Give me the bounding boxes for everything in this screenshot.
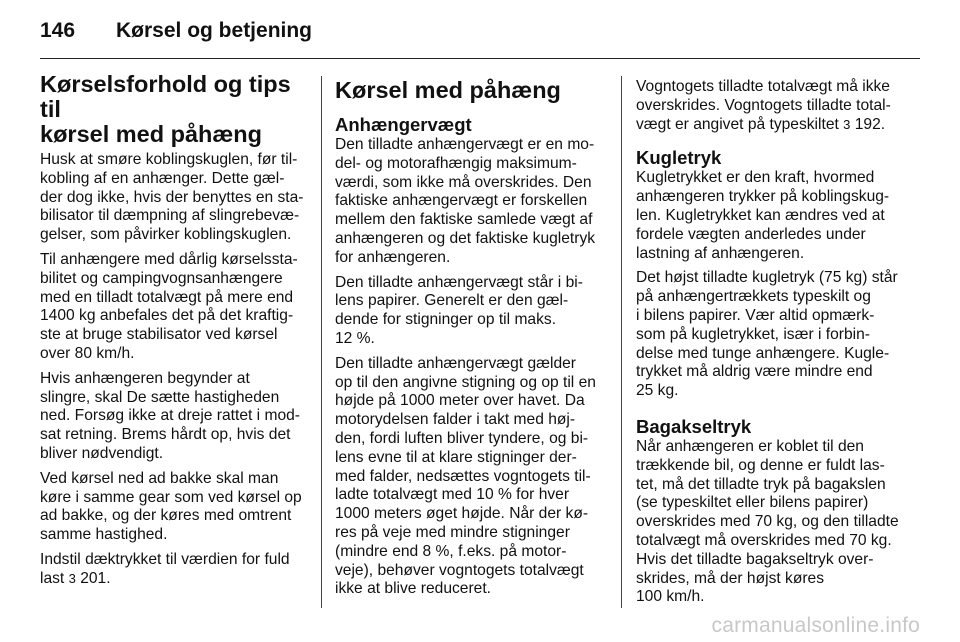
- paragraph: Det højst tilladte kugletryk (75 kg) står på anhængertrækkets typeskilt og i bilens papirer. Vær altid opmærk- som på kugletrykket, især i forbin- delse med tunge anhængere. Kugle- trykket må aldrig være mindre end 25 kg.: [636, 269, 898, 400]
- paragraph-text: Indstil dæktrykket til værdien for fuld last: [40, 550, 290, 587]
- paragraph: Ved kørsel ned ad bakke skal man køre i samme gear som ved kørsel op ad bakke, og der køres med omtrent samme hastighed.: [40, 469, 302, 544]
- paragraph-text: Vogntogets tilladte totalvægt må ikke overskrides. Vogntogets tilladte total- vægt er angivet på typeskiltet: [636, 78, 891, 133]
- reference-arrow-icon: 3: [68, 570, 76, 586]
- page-reference-link[interactable]: 201.: [80, 569, 111, 587]
- chapter-title: Kørsel og betjening: [116, 19, 313, 42]
- page-number: 146: [40, 19, 76, 42]
- reference-arrow-icon: 3: [843, 116, 851, 132]
- column-2: [335, 72, 610, 605]
- subheading-ball-pressure: Kugletryk: [636, 147, 722, 169]
- column-divider-1: [321, 76, 322, 608]
- header-divider: [40, 58, 920, 59]
- paragraph: Kugletrykket er den kraft, hvormed anhængeren trykker på koblingskug- len. Kugletrykket kan ændres ved at fordele vægten anderledes under lastning af anhængeren.: [636, 169, 890, 262]
- paragraph-total-weight: [636, 78, 912, 134]
- section-heading-driving-tips: Kørselsforhold og tips til kørsel med påhæng: [40, 71, 291, 147]
- paragraph-tyre-pressure: [40, 551, 312, 589]
- section-heading-trailer-driving: Kørsel med påhæng: [335, 77, 561, 103]
- paragraph: Til anhængere med dårlig kørselssta- bilitet og campingvognsanhængere med en tilladt totalvægt på mere end 1400 kg anbefales det på det kraftig- ste at bruge stabilisator ved kørsel over 80 km/h.: [40, 250, 298, 362]
- page-reference-link[interactable]: 192.: [854, 115, 886, 133]
- subheading-trailer-weight: Anhængervægt: [335, 114, 472, 135]
- paragraph: Husk at smøre koblingskuglen, før til- kobling af en anhænger. Dette gæl- der dog ikke, hvis der benyttes en sta- bilisator til dæmpning af slingrebevæ- gelser, som påvirker koblingskuglen.: [40, 151, 304, 244]
- subheading-rear-axle-pressure: Bagakseltryk: [636, 415, 752, 437]
- paragraph: Den tilladte anhængervægt gælder op til den angivne stigning og op til en højde på 1000 meter over havet. Da motorydelsen falder i takt med høj- den, fordi luften bliver tyndere, og bi- lens evne til at klare stigninger der- med falder, nedsættes vogntogets til- ladte totalvægt med 10 % for hver 1000 meters øget højde. Når der kø- res på veje med mindre stigninger (mindre end 8 %, f.eks. på motor- veje), behøver vogntogets totalvægt ikke at blive reduceret.: [335, 354, 596, 598]
- column-3: [636, 78, 912, 613]
- watermark: carmanualsonline.info: [711, 614, 920, 637]
- page-header: [40, 14, 312, 48]
- column-1: [40, 72, 312, 595]
- paragraph: Den tilladte anhængervægt er en mo- del- og motorafhængig maksimum- værdi, som ikke må overskrides. Den faktiske anhængervægt er forskellen mellem den faktiske samlede vægt af anhængeren og det faktiske kugletryk for anhængeren.: [335, 136, 596, 266]
- column-divider-2: [621, 76, 622, 608]
- paragraph: Når anhængeren er koblet til den trækkende bil, og denne er fuldt las- tet, må det tilladte tryk på bagakslen (se typeskiltet eller bilens papirer) overskrides med 70 kg, og den tilladte totalvægt må overskrides med 70 kg. Hvis det tilladte bagakseltryk over- skrides, må der højst køres 100 km/h.: [636, 437, 899, 606]
- paragraph: Hvis anhængeren begynder at slingre, skal De sætte hastigheden ned. Forsøg ikke at dreje rattet i mod- sat retning. Brems hårdt op, hvis det bliver nødvendigt.: [40, 369, 300, 462]
- paragraph: Den tilladte anhængervægt står i bi- lens papirer. Generelt er den gæl- dende for stigninger op til maks. 12 %.: [335, 273, 583, 347]
